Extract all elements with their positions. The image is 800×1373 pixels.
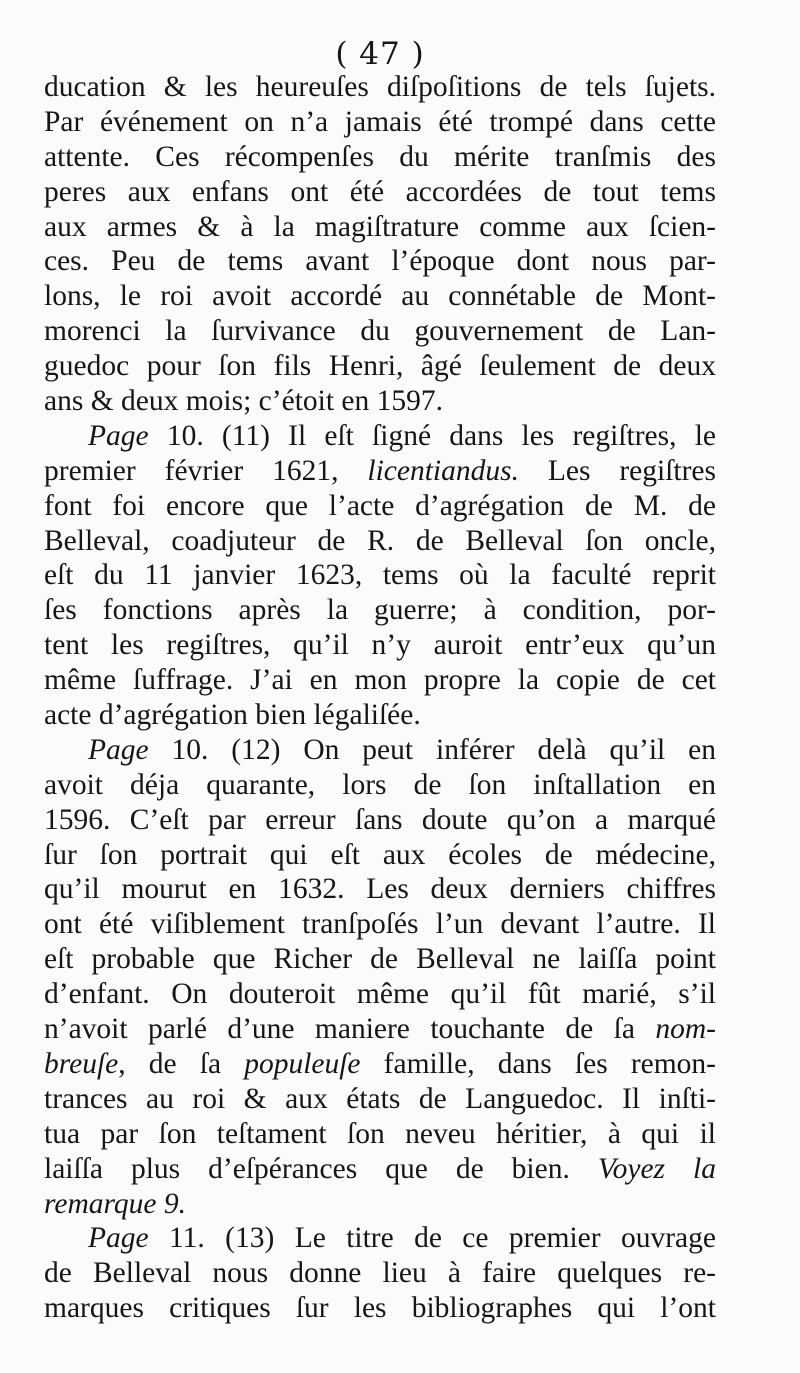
text-run: d’enfant. On douteroit même qu’il fût marié, s’il bbox=[44, 978, 716, 1011]
text-line bbox=[44, 349, 716, 384]
text-run: guedoc pour ſon fils Henri, âgé ſeulement de deux bbox=[44, 350, 716, 383]
text-line bbox=[44, 1291, 716, 1326]
text-run: ſes fonctions après la guerre; à condition, por- bbox=[44, 594, 716, 627]
text-line bbox=[44, 1047, 716, 1082]
text-run: ducation & les heureuſes diſpoſitions de tels ſujets. bbox=[44, 71, 716, 103]
text-run: avoit déja quarante, lors de ſon inſtallation en bbox=[44, 768, 716, 801]
text-run: 11. (13) Le titre de ce premier ouvrage bbox=[148, 1222, 716, 1255]
text-line bbox=[44, 105, 716, 140]
text-line bbox=[44, 872, 716, 907]
text-line bbox=[44, 244, 716, 279]
text-run: marques critiques ſur les bibliographes qui l’ont bbox=[44, 1292, 716, 1325]
text-run: ſur ſon portrait qui eſt aux écoles de médecine, bbox=[44, 838, 716, 871]
text-run: lons, le roi avoit accordé au connétable de Mont- bbox=[44, 280, 716, 313]
text-line bbox=[44, 454, 716, 489]
italic-text: populeuſe bbox=[244, 1047, 361, 1080]
text-run: , de ſa bbox=[118, 1047, 245, 1080]
text-run: Par événement on n’a jamais été trompé dans cette bbox=[44, 105, 716, 138]
text-line bbox=[44, 314, 716, 349]
italic-text: Page bbox=[88, 1222, 149, 1255]
text-line bbox=[44, 1221, 716, 1256]
text-line bbox=[44, 1117, 716, 1152]
text-line bbox=[44, 907, 716, 942]
text-run: peres aux enfans ont été accordées de tout tems bbox=[44, 175, 716, 208]
text-run: qu’il mourut en 1632. Les deux derniers chiffres bbox=[44, 873, 716, 906]
text-run: font foi encore que l’acte d’agrégation de M. de bbox=[44, 489, 716, 522]
text-line bbox=[44, 593, 716, 628]
text-run: de Belleval nous donne lieu à faire quelques re- bbox=[44, 1257, 716, 1290]
text-run: tua par ſon teſtament ſon neveu héritier, à qui il bbox=[44, 1117, 716, 1150]
text-run: eſt probable que Richer de Belleval ne laiſſa point bbox=[44, 943, 716, 976]
text-run: trances au roi & aux états de Languedoc. Il inſti- bbox=[44, 1082, 716, 1115]
text-line bbox=[44, 768, 716, 803]
text-run: Les regiſtres bbox=[518, 454, 716, 487]
text-line bbox=[44, 1256, 716, 1291]
text-run: eſt du 11 janvier 1623, tems où la faculté reprit bbox=[44, 559, 716, 592]
text-line bbox=[44, 803, 716, 838]
italic-text: Page bbox=[88, 733, 149, 766]
text-line bbox=[44, 942, 716, 977]
text-run: ces. Peu de tems avant l’époque dont nous par- bbox=[44, 245, 716, 278]
text-line bbox=[44, 1152, 716, 1187]
italic-text: licentiandus. bbox=[367, 454, 519, 487]
text-line bbox=[44, 384, 716, 419]
text-line bbox=[44, 628, 716, 663]
text-run: laiſſa plus d’eſpérances que de bien. bbox=[44, 1152, 598, 1185]
italic-text: Page bbox=[88, 419, 149, 452]
text-line bbox=[44, 558, 716, 593]
text-run: morenci la ſurvivance du gouvernement de Lan- bbox=[44, 315, 716, 348]
text-line bbox=[44, 698, 716, 733]
text-line bbox=[44, 1012, 716, 1047]
text-run: attente. Ces récompenſes du mérite tranſmis des bbox=[44, 140, 716, 173]
text-line bbox=[44, 977, 716, 1012]
text-run: tent les regiſtres, qu’il n’y auroit entr’eux qu’un bbox=[44, 629, 716, 662]
text-run: aux armes & à la magiſtrature comme aux ſcien- bbox=[44, 210, 716, 243]
text-line bbox=[44, 279, 716, 314]
text-line bbox=[44, 524, 716, 559]
text-run: même ſuffrage. J’ai en mon propre la copie de cet bbox=[44, 664, 716, 697]
text-line bbox=[44, 140, 716, 175]
text-run: n’avoit parlé d’une maniere touchante de ſa bbox=[44, 1013, 656, 1046]
text-line bbox=[44, 663, 716, 698]
text-run: famille, dans ſes remon- bbox=[360, 1047, 716, 1080]
text-line bbox=[44, 210, 716, 245]
text-run: Belleval, coadjuteur de R. de Belleval ſon oncle, bbox=[44, 524, 716, 557]
text-line bbox=[44, 1187, 716, 1222]
italic-text: nom- bbox=[655, 1013, 716, 1046]
text-line bbox=[44, 175, 716, 210]
text-run: premier février 1621, bbox=[44, 454, 368, 487]
text-run: 10. (11) Il eſt ſigné dans les regiſtres, le bbox=[148, 419, 716, 452]
text-line bbox=[44, 419, 716, 454]
text-line bbox=[44, 838, 716, 873]
italic-text: Voyez la bbox=[597, 1152, 716, 1185]
italic-text: breuſe bbox=[44, 1047, 119, 1080]
text-line bbox=[44, 70, 716, 105]
text-line bbox=[44, 489, 716, 524]
text-run: ans & deux mois; c’étoit en 1597. bbox=[44, 385, 443, 418]
text-run: acte d’agrégation bien légaliſée. bbox=[44, 699, 421, 732]
text-line bbox=[44, 733, 716, 768]
text-run: 1596. C’eſt par erreur ſans doute qu’on a marqué bbox=[44, 803, 716, 836]
text-run: 10. (12) On peut inférer delà qu’il en bbox=[148, 733, 716, 766]
page-number: ( 47 ) bbox=[335, 36, 425, 72]
italic-text: remarque 9. bbox=[44, 1187, 187, 1220]
text-run: ont été viſiblement tranſpoſés l’un devant l’autre. Il bbox=[44, 908, 716, 941]
text-line bbox=[44, 1082, 716, 1117]
body-text bbox=[44, 70, 716, 1326]
